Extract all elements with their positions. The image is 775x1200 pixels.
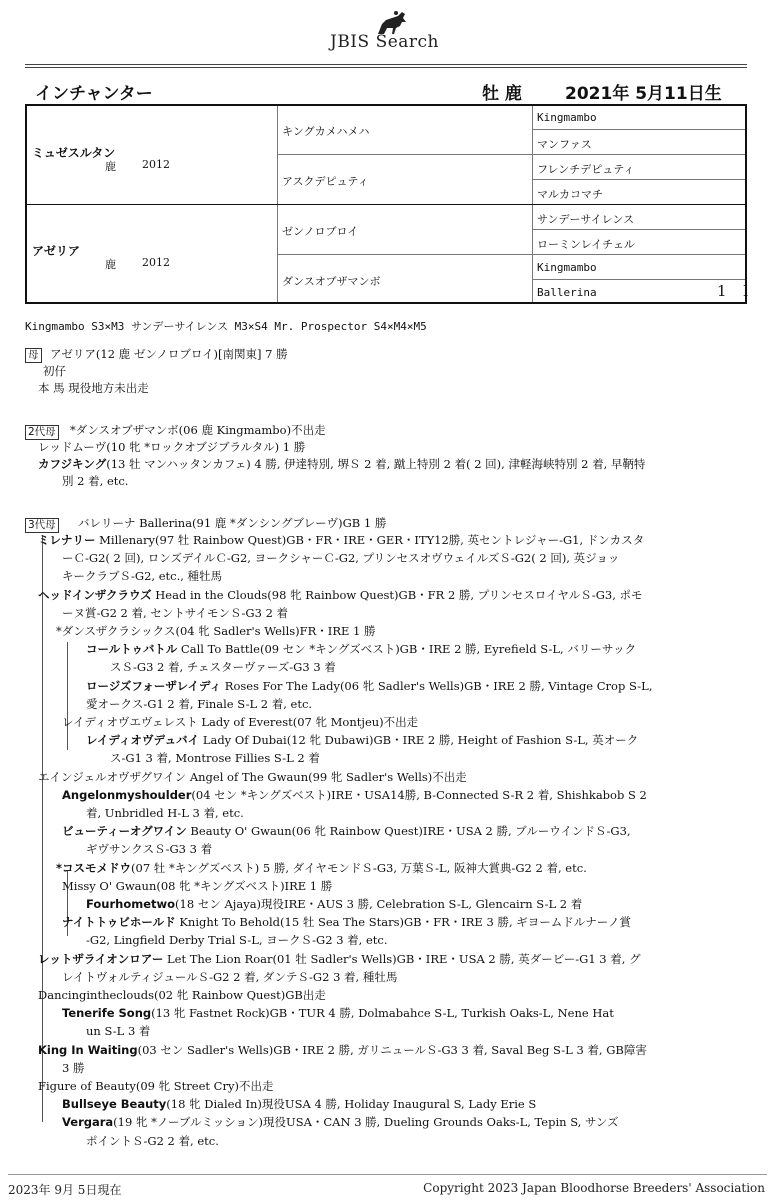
progeny-line: ーヌ賞-G2 2 着, セントサイモンＳ-G3 2 着	[62, 605, 289, 620]
progeny-line: コールトゥバトル Call To Battle(09 セン *キングズベスト)GB・IRE 2 勝, Eyrefield S-L, バリーサック	[86, 642, 637, 657]
progeny-line: Vergara(19 牝 *ノーブルミッション)現役USA・CAN 3 勝, Dueling Grounds Oaks-L, Tepin S, サンズ	[62, 1115, 619, 1130]
progeny-line: ポイントＳ-G2 2 着, etc.	[86, 1133, 219, 1148]
great-8[interactable]: Ballerina	[537, 286, 597, 299]
progeny-line: Angelonmyshoulder(04 セン *キングズベスト)IRE・USA14勝, B-Connected S-R 2 着, Shishkabob S 2	[62, 787, 647, 802]
progeny-line: レイトヴォルティジュールＳ-G2 2 着, ダンテＳ-G2 3 着, 種牡馬	[62, 969, 398, 984]
dam-tag: 母	[25, 347, 42, 363]
dam-line-3: 本 馬 現役地方未出走	[38, 381, 149, 395]
footer-copyright: Copyright 2023 Japan Bloodhorse Breeders' Association	[423, 1181, 765, 1195]
horse-name: インチャンター	[35, 84, 153, 104]
sire-year: 2012	[142, 158, 170, 171]
progeny-line: エインジェルオヴザグワイン Angel of The Gwaun(99 牝 Sadler's Wells)不出走	[38, 769, 467, 784]
horse-sex-color: 牡 鹿	[482, 84, 522, 104]
progeny-line: ロージズフォーザレイディ Roses For The Lady(06 牝 Sadler's Wells)GB・IRE 2 勝, Vintage Crop S-L,	[86, 678, 653, 693]
second-dam-line-3: 別 2 着, etc.	[62, 474, 129, 488]
progeny-line: ミレナリー Millenary(97 牡 Rainbow Quest)GB・FR・IRE・GER・ITY12勝, 英セントレジャー-G1, ドンカスタ	[38, 533, 645, 547]
great-4[interactable]: マルカコマチ	[537, 188, 603, 201]
dam-name[interactable]: アゼリア	[32, 244, 80, 258]
progeny-name[interactable]: ミレナリー	[38, 533, 96, 547]
sire-color: 鹿	[105, 160, 116, 173]
grand-dam-sire[interactable]: ゼンノロブロイ	[282, 225, 359, 238]
second-dam-line-1: レッドムーヴ(10 牝 *ロックオブジブラルタル) 1 勝	[38, 440, 306, 454]
great-3[interactable]: フレンチデピュティ	[537, 163, 635, 176]
progeny-name[interactable]: Angelonmyshoulder	[62, 787, 192, 802]
progeny-line: ビューティーオグワイン Beauty O' Gwaun(06 牝 Rainbow Quest)IRE・USA 2 勝, ブルーウインドＳ-G3,	[62, 824, 631, 839]
progeny-name[interactable]: *コスモメドウ	[56, 860, 132, 875]
progeny-name[interactable]: Tenerife Song	[62, 1006, 152, 1021]
progeny-line: Bullseye Beauty(18 牝 Dialed In)現役USA 4 勝, Holiday Inaugural S, Lady Erie S	[62, 1097, 537, 1112]
progeny-name[interactable]: ビューティーオグワイン	[62, 824, 187, 839]
progeny-line: Fourhometwo(18 セン Ajaya)現役IRE・AUS 3 勝, Celebration S-L, Glencairn S-L 2 着	[86, 897, 583, 911]
dam-color: 鹿	[105, 258, 116, 271]
tree-bar-main	[42, 535, 43, 1121]
progeny-line: 愛オークス-G1 2 着, Finale S-L 2 着, etc.	[86, 696, 313, 711]
progeny-line: 着, Unbridled H-L 3 着, etc.	[86, 806, 244, 820]
grand-sire-dam[interactable]: アスクデピュティ	[282, 175, 369, 188]
progeny-name[interactable]: King In Waiting	[38, 1042, 138, 1057]
third-dam-head: バレリーナ Ballerina(91 鹿 *ダンシングブレーヴ)GB 1 勝	[78, 516, 387, 530]
progeny-line: レイディオヴデュバイ Lady Of Dubai(12 牝 Dubawi)GB・IRE 2 勝, Height of Fashion S-L, 英オーク	[86, 733, 639, 748]
progeny-name[interactable]: レイディオヴデュバイ	[86, 733, 200, 748]
progeny-name[interactable]: ロージズフォーザレイディ	[86, 678, 222, 693]
progeny-line: ーＣ-G2( 2 回), ロンズデイルＣ-G2, ヨークシャーＣ-G2, プリンセスオヴウェイルズＳ-G2( 2 回), 英ジョッ	[62, 551, 620, 566]
progeny-line: Missy O' Gwaun(08 牝 *キングズベスト)IRE 1 勝	[62, 878, 333, 893]
third-dam-tag: 3代母	[25, 517, 59, 533]
second-dam-tag: 2代母	[25, 424, 59, 440]
progeny-name[interactable]: ナイトトゥビホールド	[62, 915, 176, 930]
progeny-name[interactable]: Bullseye Beauty	[62, 1097, 167, 1112]
progeny-line: *コスモメドウ(07 牡 *キングズベスト) 5 勝, ダイヤモンドＳ-G3, 万葉Ｓ-L, 阪神大賞典-G2 2 着, etc.	[56, 860, 587, 875]
logo-text: JBIS Search	[330, 32, 440, 52]
great-7[interactable]: Kingmambo	[537, 261, 597, 274]
progeny-name[interactable]: レットザライオンロアー	[38, 951, 164, 966]
progeny-line: un S-L 3 着	[86, 1024, 151, 1039]
grand-dam-dam[interactable]: ダンスオブザマンボ	[282, 275, 381, 288]
great-6[interactable]: ローミンレイチェル	[537, 238, 635, 251]
footer-date: 2023年 9月 5日現在	[8, 1183, 122, 1197]
progeny-line: スＳ-G3 2 着, チェスターヴァーズ-G3 3 着	[110, 660, 336, 675]
progeny-line: Tenerife Song(13 牝 Fastnet Rock)GB・TUR 4 勝, Dolmabahce S-L, Turkish Oaks-L, Nene Hat	[62, 1006, 614, 1021]
great-2[interactable]: マンファス	[537, 138, 592, 151]
jbis-logo[interactable]	[330, 10, 460, 52]
progeny-line: ス-G1 3 着, Montrose Fillies S-L 2 着	[110, 751, 320, 766]
sire-name[interactable]: ミュゼスルタン	[32, 146, 116, 160]
progeny-line: *ダンスザクラシックス(04 牝 Sadler's Wells)FR・IRE 1 勝	[56, 624, 376, 638]
inbreeding-line: Kingmambo S3×M3 サンデーサイレンス M3×S4 Mr. Prospector S4×M4×M5	[25, 320, 427, 333]
progeny-name[interactable]: Vergara	[62, 1115, 114, 1130]
horse-birthdate: 2021年 5月11日生	[565, 84, 722, 104]
tree-bar-headintheclouds	[67, 642, 68, 750]
progeny-line: レイディオヴエヴェレスト Lady of Everest(07 牝 Montjeu)不出走	[62, 715, 419, 729]
progeny-name[interactable]: ヘッドインザクラウズ	[38, 587, 152, 602]
great-1[interactable]: Kingmambo	[537, 111, 597, 124]
progeny-line: Figure of Beauty(09 牝 Street Cry)不出走	[38, 1079, 274, 1093]
progeny-line: Dancingintheclouds(02 牝 Rainbow Quest)GB出走	[38, 988, 326, 1002]
second-dam-head: *ダンスオブザマンボ(06 鹿 Kingmambo)不出走	[70, 423, 326, 437]
grand-sire-sire[interactable]: キングカメハメハ	[282, 125, 370, 138]
progeny-line: ナイトトゥビホールド Knight To Behold(15 牡 Sea The Stars)GB・FR・IRE 3 勝, ギヨームドルナーノ賞	[62, 915, 632, 930]
family-number: 1 l	[717, 282, 755, 300]
dam-line-1: アゼリア(12 鹿 ゼンノロブロイ)[南関東] 7 勝	[50, 347, 288, 361]
progeny-line: -G2, Lingfield Derby Trial S-L, ヨークＳ-G2 3 着, etc.	[86, 933, 388, 948]
pedigree-table	[25, 104, 755, 304]
dam-year: 2012	[142, 256, 170, 269]
progeny-line: 3 勝	[62, 1060, 85, 1075]
progeny-name[interactable]: コールトゥバトル	[86, 642, 178, 657]
second-dam-line-2: カフジキング(13 牡 マンハッタンカフェ) 4 勝, 伊達特別, 堺Ｓ 2 着, 蹴上特別 2 着( 2 回), 津軽海峡特別 2 着, 早鞆特	[38, 457, 646, 471]
dam-line-2: 初仔	[43, 364, 66, 378]
progeny-name[interactable]: Fourhometwo	[86, 897, 176, 911]
progeny-line: ヘッドインザクラウズ Head in the Clouds(98 牝 Rainbow Quest)GB・FR 2 勝, プリンセスロイヤルＳ-G3, ポモ	[38, 587, 643, 602]
progeny-line: キークラブＳ-G2, etc., 種牡馬	[62, 569, 223, 584]
progeny-line: ギヴサンクスＳ-G3 3 着	[86, 842, 213, 857]
progeny-line: レットザライオンロアー Let The Lion Roar(01 牡 Sadler's Wells)GB・IRE・USA 2 勝, 英ダービー-G1 3 着, グ	[38, 951, 641, 966]
great-5[interactable]: サンデーサイレンス	[537, 213, 635, 226]
progeny-line: King In Waiting(03 セン Sadler's Wells)GB・IRE 2 勝, ガリニュールＳ-G3 3 着, Saval Beg S-L 3 着, GB障害	[38, 1042, 647, 1057]
